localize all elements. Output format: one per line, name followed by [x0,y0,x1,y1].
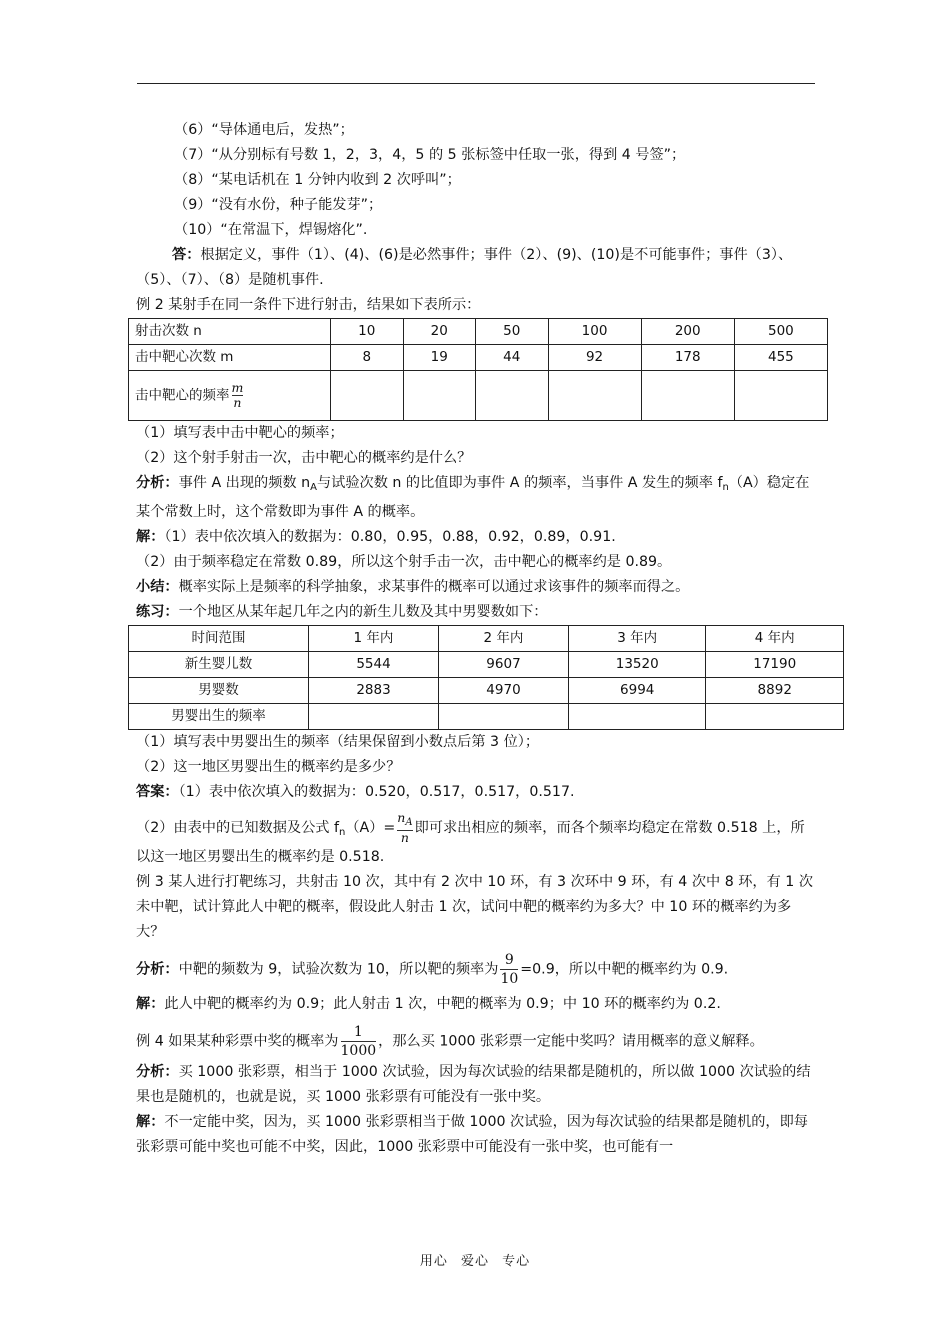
analysis-label: 分析： [136,475,179,491]
subscript: n [722,482,729,493]
event-item-6: （6）“导体通电后，发热”； [174,122,354,138]
numerator: 9 [504,952,514,968]
practice-answer1 [136,780,818,805]
table-row [129,371,828,421]
example2-analysis [136,471,818,525]
table-cell: 9607 [438,652,568,678]
table-row [129,319,828,345]
table-cell [706,704,844,730]
answer-text: （2）由表中的已知数据及公式 f [136,820,339,836]
denominator: n [397,830,412,845]
table-cell: 20 [403,319,476,345]
table-cell [438,704,568,730]
example2-intro: 例 2 某射手在同一条件下进行射击，结果如下表所示： [136,297,481,313]
table-cell: 男婴数 [129,678,309,704]
answer-paragraph [136,243,818,293]
answer-label: 答案： [136,784,179,800]
table-cell: 射击次数 n [129,319,331,345]
solution-text: 不一定能中奖，因为，买 1000 张彩票相当于做 1000 次试验，因为每次试验的结果都是随机的，即每张彩票可能中奖也可能不中奖，因此，1000 张彩票中可能没有一张中奖，也可能有一 [136,1114,808,1155]
fraction-m-over-n: $\frac{m}{n}$ [231,380,244,410]
table-cell: 455 [734,345,827,371]
analysis-text: =0.9，所以中靶的概率约为 0.9. [520,961,729,978]
table-cell: 178 [641,345,734,371]
table-cell: 200 [641,319,734,345]
table-header-cell: 1 年内 [309,626,439,652]
example2-question1: （1）填写表中击中靶心的频率； [136,425,344,441]
table-row [129,678,844,704]
shooting-table [128,318,828,421]
practice-text: 一个地区从某年起几年之内的新生儿数及其中男婴数如下： [178,604,548,620]
table-cell: 击中靶心次数 m [129,345,331,371]
analysis-label: 分析： [136,961,179,978]
analysis-text: 与试验次数 n 的比值即为事件 A 的频率，当事件 A 发生的频率 f [316,475,723,491]
table-cell: 8 [331,345,404,371]
table-cell [641,371,734,421]
table-cell: 4970 [438,678,568,704]
numerator [397,811,412,830]
event-item-10: （10）“在常温下，焊锡熔化”. [174,222,368,238]
answer-text: （A）= [345,820,396,836]
practice-question1: （1）填写表中男婴出生的频率（结果保留到小数点后第 3 位）； [136,734,540,750]
analysis-text: 事件 A 出现的频数 n [178,475,311,491]
header-rule [137,83,815,84]
analysis-label: 分析： [136,1064,179,1080]
fraction-1-over-1000 [341,1023,377,1060]
table-cell: 5544 [309,652,439,678]
table-header-cell: 2 年内 [438,626,568,652]
denominator: 10 [500,971,519,987]
answer-text: 根据定义，事件（1）、(4)、(6)是必然事件；事件（2）、(9)、(10)是不可能事件；事件（3）、（5）、（7）、（8）是随机事件. [136,247,793,288]
table-cell [403,371,476,421]
answer-text: （1）表中依次填入的数据为：0.520，0.517，0.517，0.517. [178,784,575,800]
table-header-cell: 时间范围 [129,626,309,652]
table-cell [734,371,827,421]
example3-analysis [136,951,818,988]
birth-table [128,625,844,730]
table-cell: 男婴出生的频率 [129,704,309,730]
analysis-text: 中靶的频数为 9，试验次数为 10，所以靶的频率为 [178,961,499,978]
example2-solution1 [136,525,818,550]
example4-solution [136,1110,818,1160]
example2-summary [136,575,818,600]
table-row [129,704,844,730]
event-item-8: （8）“某电话机在 1 分钟内收到 2 次呼叫”； [174,172,461,188]
example4-text-part: ，那么买 1000 张彩票一定能中奖吗？请用概率的意义解释。 [378,1033,764,1050]
practice-intro [136,600,818,625]
table-cell: 50 [476,319,549,345]
table-row [129,345,828,371]
table-cell [309,704,439,730]
summary-text: 概率实际上是频率的科学抽象，求某事件的概率可以通过求该事件的频率而得之。 [178,579,690,595]
summary-label: 小结： [136,579,179,595]
practice-question2: （2）这一地区男婴出生的概率约是多少？ [136,759,401,775]
answer-text: 即可求出相应的频率，而各个频率均稳定在常数 0.518 上，所以这一地区男婴出生的概率约是 0.518. [136,820,805,865]
table-header-cell: 4 年内 [706,626,844,652]
table-cell [548,371,641,421]
table-row [129,652,844,678]
page-footer: 用心 爱心 专心 [419,1254,531,1269]
practice-label: 练习： [136,604,179,620]
table-cell [331,371,404,421]
solution-text: （1）表中依次填入的数据为：0.80，0.95，0.88，0.92，0.89，0.91. [164,529,616,545]
numerator: 1 [353,1024,363,1040]
example4-text [136,1023,818,1060]
table-cell [129,371,331,421]
practice-answer2 [136,811,818,870]
solution-label: 解： [136,996,165,1012]
table-cell [568,704,706,730]
table-cell: 19 [403,345,476,371]
table-cell [476,371,549,421]
numerator-text: n [397,810,406,825]
table-cell: 17190 [706,652,844,678]
solution-label: 解： [136,1114,165,1130]
solution-label: 解： [136,529,165,545]
example4-text-part: 例 4 如果某种彩票中奖的概率为 [136,1033,339,1050]
table-cell: 10 [331,319,404,345]
table-cell: 44 [476,345,549,371]
example3-solution [136,992,818,1017]
table-cell: 新生婴儿数 [129,652,309,678]
example2-question2: （2）这个射手射击一次，击中靶心的概率约是什么？ [136,450,472,466]
analysis-text: （A）稳定在某个常数上时，这个常数即为事件 A 的概率。 [136,475,810,520]
table-cell: 500 [734,319,827,345]
table-cell: 6994 [568,678,706,704]
table-cell: 2883 [309,678,439,704]
event-item-7: （7）“从分别标有号数 1，2，3，4，5 的 5 张标签中任取一张，得到 4 号签”； [174,147,686,163]
table-cell: 92 [548,345,641,371]
frequency-label: 击中靶心的频率 [135,387,230,404]
answer-label: 答： [172,247,201,263]
document-body [136,118,818,1160]
table-row [129,626,844,652]
example3-text: 例 3 某人进行打靶练习，共射击 10 次，其中有 2 次中 10 环，有 3 次环中 9 环，有 4 次中 8 环，有 1 次未中靶，试计算此人中靶的概率，假设此人射击 1 次，试问中靶的概率约为多大？中 10 环的概率约为多大？ [136,874,814,940]
subscript: A [310,482,317,493]
analysis-text: 买 1000 张彩票，相当于 1000 次试验，因为每次试验的结果都是随机的，所以做 1000 次试验的结果也是随机的，也就是说，买 1000 张彩票有可能没有一张中奖。 [136,1064,811,1105]
event-item-9: （9）“没有水份，种子能发芽”； [174,197,383,213]
denominator: 1000 [340,1043,377,1059]
solution-text: 此人中靶的概率约为 0.9；此人射击 1 次，中靶的概率为 0.9；中 10 环的概率约为 0.2. [164,996,721,1012]
fraction-9-over-10 [500,951,518,988]
table-cell: 13520 [568,652,706,678]
table-header-cell: 3 年内 [568,626,706,652]
table-cell: 100 [548,319,641,345]
table-cell: 8892 [706,678,844,704]
fraction-nA-over-n [397,811,412,845]
example2-solution2: （2）由于频率稳定在常数 0.89，所以这个射手击一次，击中靶心的概率约是 0.89。 [136,554,672,570]
subscript: A [405,817,413,828]
example4-analysis [136,1060,818,1110]
subscript: n [338,827,346,838]
